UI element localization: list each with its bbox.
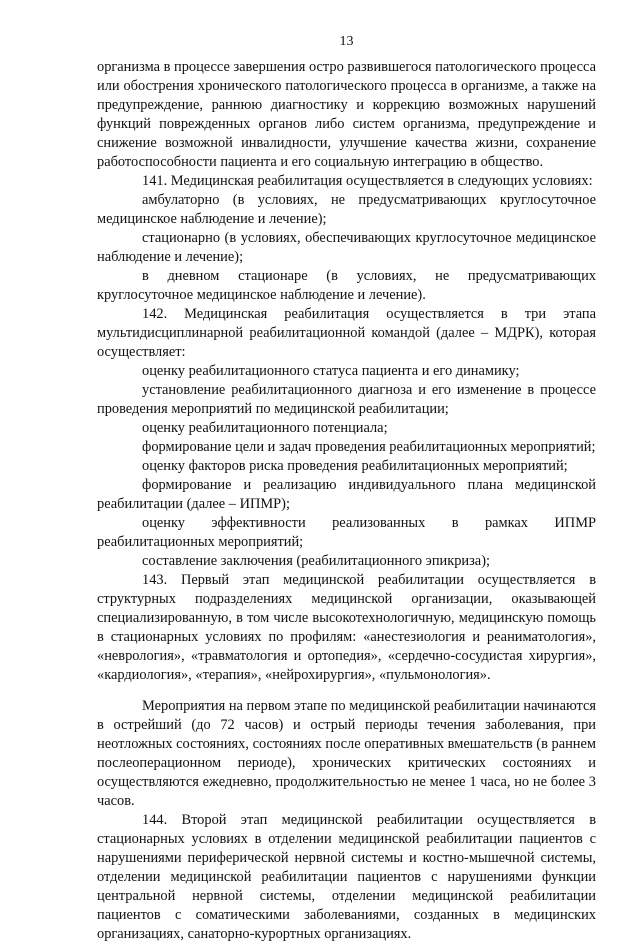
list-item-status-assessment: оценку реабилитационного статуса пациента и его динамику; (142, 363, 520, 379)
list-item-ipmr: формирование и реализацию индивидуального плана медицинской реабилитации (далее – ИПМР); (97, 477, 596, 512)
list-item-day-hospital: в дневном стационаре (в условиях, не предусматривающих круглосуточное медицинское наблюдение и лечение). (97, 268, 596, 303)
paragraph-144: 144. Второй этап медицинской реабилитации осуществляется в стационарных условиях в отделении медицинской реабилитации пациентов с нарушениями периферической нервной системы и костно-мышечной системы, отделении медицинской реабилитации пациентов с нарушениями функции центральной нервной системы, отделении медицинской реабилитации пациентов с соматическими заболеваниями, созданных в медицинских организациях, санаторно-курортных организациях. (97, 812, 596, 942)
list-item-goals: формирование цели и задач проведения реабилитационных мероприятий; (142, 439, 596, 455)
paragraph-141: 141. Медицинская реабилитация осуществляется в следующих условиях: (142, 173, 593, 189)
document-body (97, 58, 596, 944)
paragraph-first-stage-timing: Мероприятия на первом этапе по медицинской реабилитации начинаются в острейший (до 72 часов) и острый периоды течения заболевания, при неотложных состояниях, состояниях после оперативных вмешательств (в раннем послеоперационном периоде), хронических критических состояниях и осуществляются ежедневно, продолжительностью не менее 1 часа, но не более 3 часов. (97, 698, 596, 809)
list-item-epicrisis: составление заключения (реабилитационного эпикриза); (142, 553, 490, 569)
paragraph-142: 142. Медицинская реабилитация осуществляется в три этапа мультидисциплинарной реабилитационной командой (далее – МДРК), которая осуществляет: (97, 306, 596, 360)
list-item-risk-factors: оценку факторов риска проведения реабилитационных мероприятий; (142, 458, 568, 474)
paragraph-intro-continuation: организма в процессе завершения остро развившегося патологического процесса или обострения хронического патологического процесса в организме, а также на предупреждение, раннюю диагностику и коррекцию возможных нарушений функций поврежденных органов либо систем организма, предупреждение и снижение возможной инвалидности, улучшение качества жизни, сохранение работоспособности пациента и его социальную интеграцию в общество. (97, 59, 596, 170)
list-item-inpatient: стационарно (в условиях, обеспечивающих круглосуточное медицинское наблюдение и лечение); (97, 230, 596, 265)
page-number: 13 (339, 34, 354, 49)
list-item-effectiveness: оценку эффективности реализованных в рамках ИПМР реабилитационных мероприятий; (97, 515, 596, 550)
list-item-outpatient: амбулаторно (в условиях, не предусматривающих круглосуточное медицинское наблюдение и лечение); (97, 192, 596, 227)
list-item-diagnosis: установление реабилитационного диагноза и его изменение в процессе проведения мероприятий по медицинской реабилитации; (97, 382, 596, 417)
paragraph-143: 143. Первый этап медицинской реабилитации осуществляется в структурных подразделениях медицинской организации, оказывающей специализированную, в том числе высокотехнологичную, медицинскую помощь в стационарных условиях по профилям: «анестезиология и реаниматология», «неврология», «травматология и ортопедия», «сердечно-сосудистая хирургия», «кардиология», «терапия», «нейрохирургия», «пульмонология». (97, 572, 596, 683)
list-item-potential: оценку реабилитационного потенциала; (142, 420, 388, 436)
